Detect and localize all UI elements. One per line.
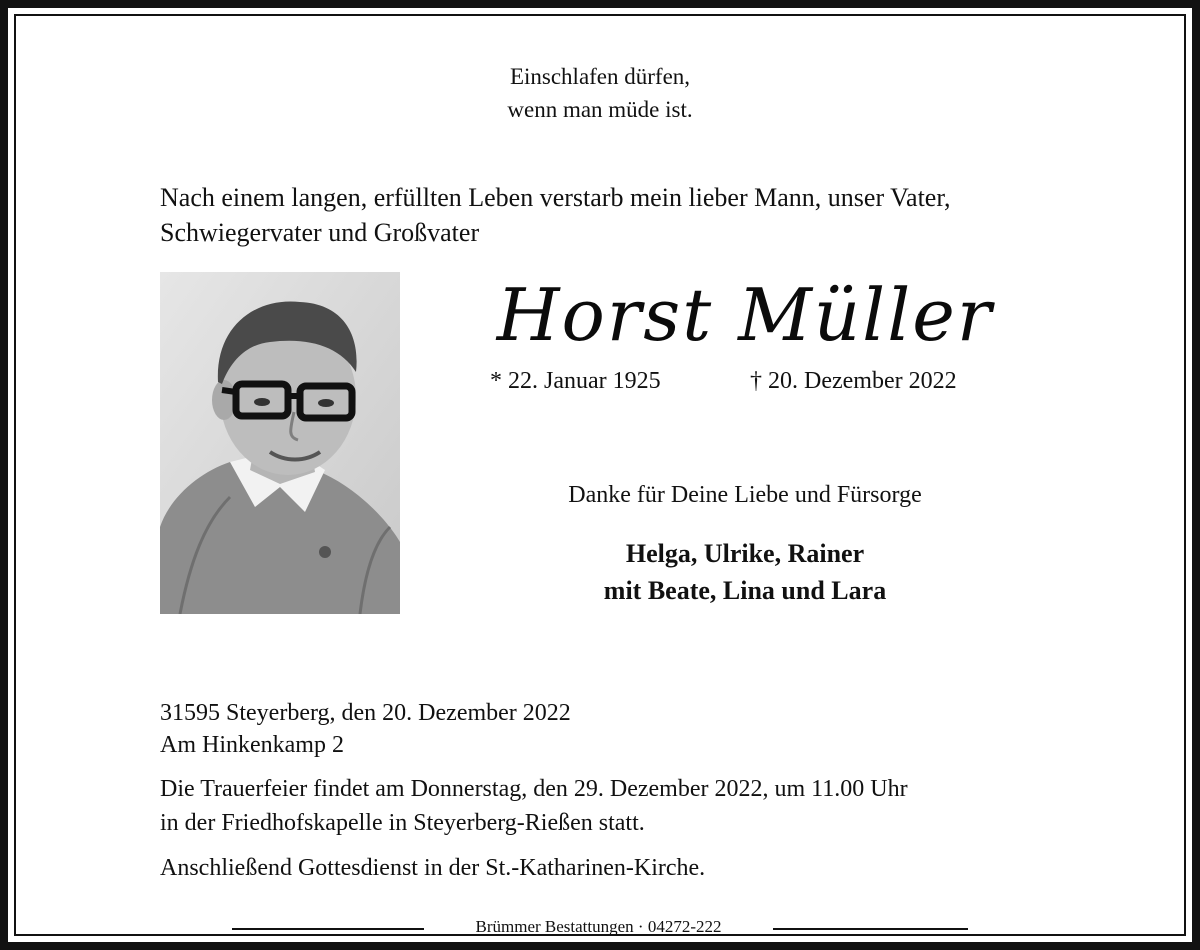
address-line-1: 31595 Steyerberg, den 20. Dezember 2022: [160, 700, 571, 726]
footer-divider-right: [773, 928, 968, 930]
thanks-text: Danke für Deine Liebe und Fürsorge: [568, 482, 922, 508]
motto-line-1: Einschlafen dürfen,: [509, 64, 691, 89]
intro-text: Nach einem langen, erfüllten Leben verstarb mein lieber Mann, unser Vater, Schwiegervater und Großvater: [160, 183, 951, 247]
family-line-2: mit Beate, Lina und Lara: [603, 576, 887, 605]
motto-line-2: wenn man müde ist.: [507, 97, 693, 122]
footer-divider-left: [232, 928, 424, 930]
portrait-illustration: [160, 272, 400, 614]
death-date: † 20. Dezember 2022: [750, 368, 957, 394]
closing-text: Anschließend Gottesdienst in der St.-Katharinen-Kirche.: [160, 855, 706, 881]
service-info: [160, 772, 1080, 840]
address-block: [160, 697, 1060, 761]
footer-credit: Brümmer Bestattungen · 04272-222: [475, 917, 722, 936]
birth-date: * 22. Januar 1925: [490, 368, 661, 394]
deceased-name: Horst Müller: [496, 273, 994, 357]
portrait-photo: [160, 272, 400, 614]
service-line-2: in der Friedhofskapelle in Steyerberg-Rießen statt.: [160, 810, 645, 836]
family-signature: [440, 535, 1050, 609]
address-line-2: Am Hinkenkamp 2: [160, 732, 344, 758]
family-line-1: Helga, Ulrike, Rainer: [625, 539, 865, 568]
motto: [0, 60, 1200, 126]
service-line-1: Die Trauerfeier findet am Donnerstag, den 29. Dezember 2022, um 11.00 Uhr: [160, 776, 908, 802]
